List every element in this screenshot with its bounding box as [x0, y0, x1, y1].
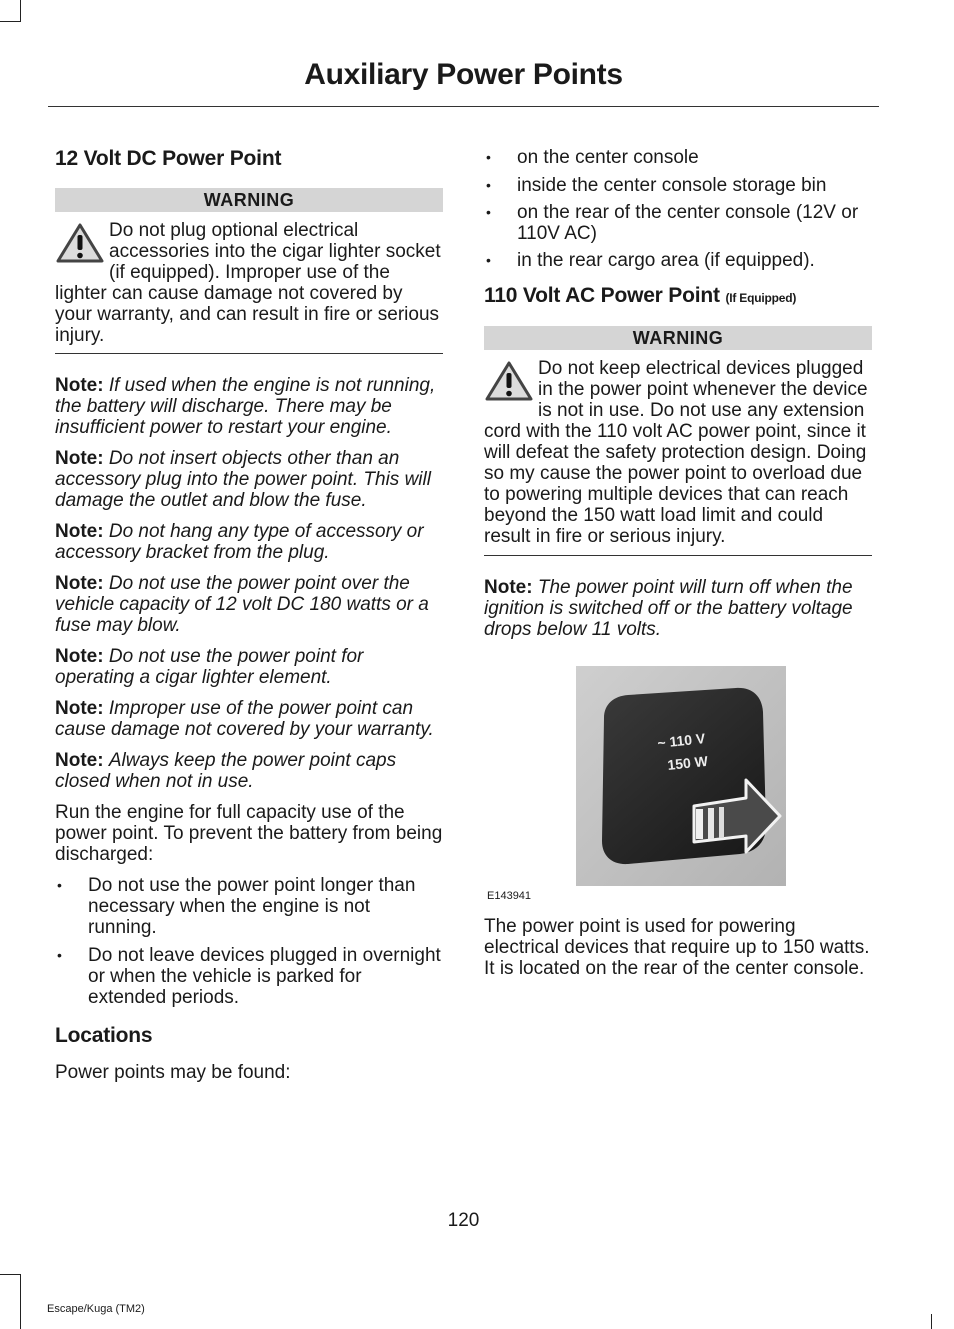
warning-text: Do not plug optional electrical accessories into the cigar lighter socket (if equipped). Improper use of the lighter can cause damage not covered by your warranty, and can result in fire or serious injury.	[55, 220, 441, 347]
list-item: • inside the center console storage bin	[484, 175, 872, 196]
note	[55, 750, 443, 792]
note-text: Do not insert objects other than an accessory plug into the power point. This will damage the outlet and blow the fuse.	[55, 448, 431, 512]
note-text: Do not hang any type of accessory or accessory bracket from the plug.	[55, 521, 424, 564]
warning-label: WARNING	[55, 188, 443, 212]
list-item: • on the center console	[484, 147, 872, 168]
power-point-photo	[576, 666, 786, 886]
warning-triangle-icon	[55, 222, 105, 264]
note-text: If used when the engine is not running, the battery will discharge. There may be insufficient power to restart your engine.	[55, 375, 436, 439]
note-label: Note:	[55, 573, 104, 595]
note-text: Improper use of the power point can cause damage not covered by your warranty.	[55, 698, 434, 741]
locations-bullet-list	[484, 147, 872, 271]
note-label: Note:	[55, 698, 104, 720]
footer-text: Escape/Kuga (TM2)	[47, 1303, 145, 1315]
battery-bullet-list	[55, 875, 443, 1008]
wattage-label: 150 W	[666, 753, 709, 774]
crop-mark	[20, 1274, 21, 1329]
warning-block	[55, 220, 443, 346]
warning-divider	[55, 353, 443, 354]
list-item: • on the rear of the center console (12V or 110V AC)	[484, 202, 872, 244]
warning-block	[484, 358, 872, 547]
list-item: • Do not leave devices plugged in overnight or when the vehicle is parked for extended periods.	[55, 945, 443, 1008]
run-engine-text: Run the engine for full capacity use of the power point. To prevent the battery from being discharged:	[55, 802, 443, 866]
left-column	[55, 140, 443, 1083]
crop-mark	[0, 1274, 21, 1275]
note	[55, 448, 443, 511]
note-label: Note:	[55, 646, 104, 668]
note-text: Do not use the power point for operating a cigar lighter element.	[55, 646, 364, 689]
note-text: The power point will turn off when the ignition is switched off or the battery voltage drops below 11 volts.	[484, 577, 853, 641]
voltage-label: ~ 110 V	[656, 730, 706, 752]
section-heading-110v	[484, 283, 872, 309]
locations-text: Power points may be found:	[55, 1061, 291, 1083]
note	[55, 698, 443, 740]
heading-text: 110 Volt AC Power Point	[484, 284, 720, 307]
note-text: Always keep the power point caps closed when not in use.	[55, 750, 397, 793]
warning-label: WARNING	[484, 326, 872, 350]
section-heading-12v: 12 Volt DC Power Point	[55, 147, 282, 170]
crop-mark	[20, 0, 21, 22]
warning-divider	[484, 555, 872, 556]
note-label: Note:	[55, 375, 104, 397]
page-number: 120	[447, 1210, 480, 1231]
list-item: • in the rear cargo area (if equipped).	[484, 250, 872, 271]
locations-heading: Locations	[55, 1024, 153, 1048]
crop-mark	[0, 21, 21, 22]
note	[55, 573, 443, 636]
note-text: Do not use the power point over the vehicle capacity of 12 volt DC 180 watts or a fuse may blow.	[55, 573, 429, 637]
heading-qualifier: (If Equipped)	[725, 291, 797, 305]
right-column	[484, 140, 872, 979]
crop-mark	[931, 1314, 932, 1329]
title-divider	[48, 106, 879, 107]
note	[484, 577, 872, 640]
note	[55, 521, 443, 563]
list-item: • Do not use the power point longer than necessary when the engine is not running.	[55, 875, 443, 938]
note-label: Note:	[55, 750, 104, 772]
description-text: The power point is used for powering electrical devices that require up to 150 watts. It is located on the rear of the center console.	[484, 916, 870, 980]
page-title: Auxiliary Power Points	[304, 58, 623, 91]
note-label: Note:	[55, 521, 104, 543]
note-label: Note:	[484, 577, 533, 599]
note	[55, 646, 443, 688]
warning-text: Do not keep electrical devices plugged in the power point whenever the device is not in use. Do not use any extension cord with the 110 volt AC power point, since it will defeat the safety protection design. Doing so my cause the power point to overload due to powering multiple devices that can reach beyond the 150 watt load limit and could result in fire or serious injury.	[484, 358, 868, 548]
figure-id: E143941	[487, 890, 532, 903]
note	[55, 375, 443, 438]
warning-triangle-icon	[484, 360, 534, 402]
note-label: Note:	[55, 448, 104, 470]
